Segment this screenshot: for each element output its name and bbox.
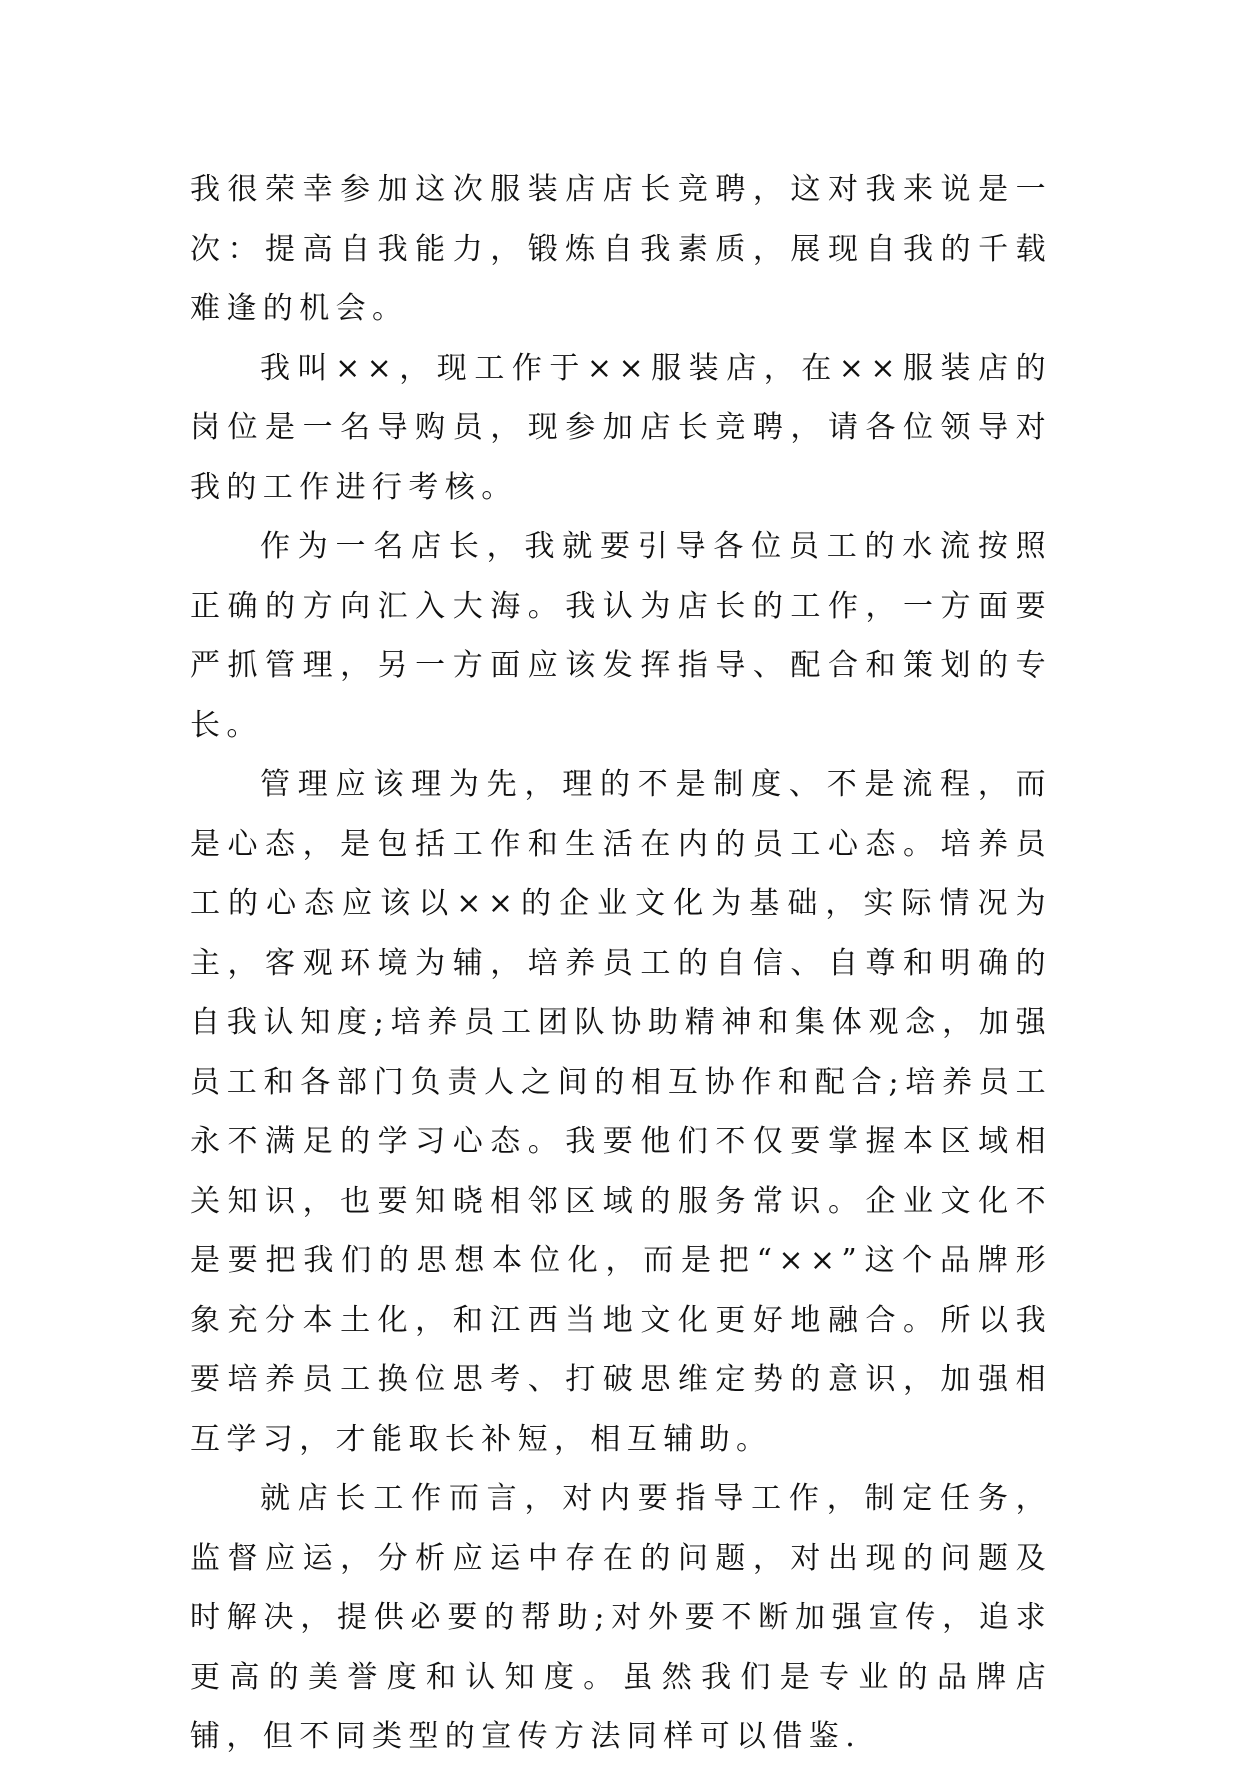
- paragraph-management-approach: 管理应该理为先，理的不是制度、不是流程，而是心态，是包括工作和生活在内的员工心态。培养员工的心态应该以××的企业文化为基础，实际情况为主，客观环境为辅，培养员工的自信、自尊和明确的自我认知度;培养员工团队协助精神和集体观念，加强员工和各部门负责人之间的相互协作和配合;培养员工永不满足的学习心态。我要他们不仅要掌握本区域相关知识，也要知晓相邻区域的服务常识。企业文化不是要把我们的思想本位化，而是把“××”这个品牌形象充分本土化，和江西当地文化更好地融合。所以我要培养员工换位思考、打破思维定势的意识，加强相互学习，才能取长补短，相互辅助。: [190, 767, 1052, 1457]
- paragraph-role-of-manager: 作为一名店长，我就要引导各位员工的水流按照正确的方向汇入大海。我认为店长的工作，一方面要严抓管理，另一方面应该发挥指导、配合和策划的专长。: [190, 529, 1052, 743]
- paragraph-intro: 我很荣幸参加这次服装店店长竞聘，这对我来说是一次：提高自我能力，锻炼自我素质，展现自我的千载难逢的机会。: [190, 172, 1052, 326]
- document-body: [190, 160, 1052, 1767]
- paragraph-self-introduction: 我叫××，现工作于××服装店，在××服装店的岗位是一名导购员，现参加店长竞聘，请各位领导对我的工作进行考核。: [190, 350, 1052, 505]
- paragraph-work-plan: 就店长工作而言，对内要指导工作，制定任务，监督应运，分析应运中存在的问题，对出现的问题及时解决，提供必要的帮助;对外要不断加强宣传，追求更高的美誉度和认知度。虽然我们是专业的品牌店铺，但不同类型的宣传方法同样可以借鉴.: [190, 1481, 1052, 1754]
